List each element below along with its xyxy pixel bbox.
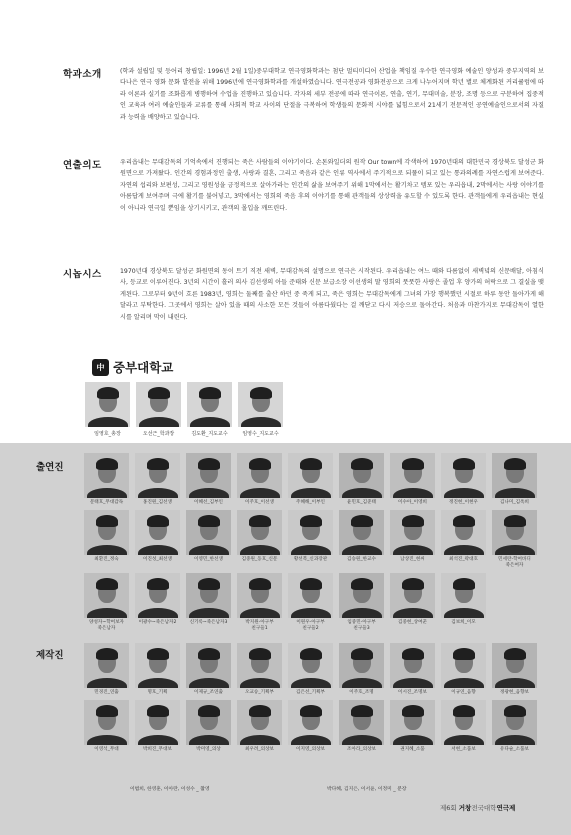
- member-caption: 이제규_조연출: [194, 690, 223, 695]
- member-caption: 최우려_의상보: [245, 747, 274, 752]
- member-photo: [237, 700, 282, 745]
- portrait-hair: [147, 515, 169, 527]
- crew-grid: [84, 643, 537, 753]
- portrait-shoulders: [393, 608, 433, 618]
- member-caption: 최환진_정숙: [94, 557, 119, 562]
- member-card: [186, 643, 231, 696]
- portrait-hair: [147, 458, 169, 470]
- faculty-caption: 오선근_학과장: [142, 431, 175, 437]
- intent-text: 우리읍내는 무대감독의 기억속에서 진행되는 죽은 사람들의 이야기이다. 손톤와일더의 원작 Our town에 각색하여 1970년대의 대한민국 경상북도 달성군 화원면으로 가져왔다. 인간의 경험과정인 출생, 사랑과 결혼, 그리고 죽음과 같은 인류 역사에서 주기적으로 되풀이 되고 있는 통과의례를 자연스럽게 보여준다. 자연의 섭리와 보편성, 그리고 영원성을 긍정적으로 살아가라는 인간의 삶을 보여주기 위해 1막에서는 활기차고 템포 있는 우리읍내, 2막에서는 사랑 이야기를 아름답게 보여주며 극에 활기를 불어넣고, 3막에서는 영희의 죽음 후의 이야기를 통해 관객들의 상상력을 유도할 수 있도록 한다. 관객들에게 우리읍내는 현실이 아니라 연극일 뿐임을 상기시키고, 관객의 몰입을 깨뜨린다.: [120, 159, 544, 212]
- member-photo: [288, 573, 333, 618]
- member-caption: 김승원_한교수: [347, 557, 376, 562]
- member-caption: 정진현_이현우: [449, 500, 478, 505]
- portrait-shoulders: [495, 488, 535, 498]
- portrait-shoulders: [342, 678, 382, 688]
- member-caption: 이혜선_김부인: [194, 500, 223, 505]
- portrait-hair: [351, 705, 373, 717]
- faculty-member: [187, 382, 232, 437]
- portrait-hair: [402, 515, 424, 527]
- portrait-shoulders: [240, 735, 280, 745]
- intent-label: 연출의도: [63, 160, 102, 171]
- member-photo: [135, 700, 180, 745]
- member-card: [237, 453, 282, 506]
- synopsis-section: [0, 266, 571, 346]
- faculty-member: [238, 382, 283, 437]
- portrait-shoulders: [393, 545, 433, 555]
- portrait-hair: [198, 578, 220, 590]
- intro-section: [0, 66, 571, 146]
- member-caption: 이진성_최선생: [143, 557, 172, 562]
- portrait-hair: [97, 387, 119, 399]
- member-photo: [441, 700, 486, 745]
- member-photo: [492, 643, 537, 688]
- member-card: [390, 700, 435, 753]
- member-card: [390, 573, 435, 632]
- member-card: [84, 510, 129, 569]
- member-card: [492, 453, 537, 506]
- member-card: [186, 700, 231, 753]
- member-photo: [492, 510, 537, 555]
- footer-strong2: 연극제: [496, 804, 516, 812]
- member-photo: [84, 510, 129, 555]
- faculty-caption: 임영수_지도교수: [242, 431, 279, 437]
- portrait-shoulders: [444, 735, 484, 745]
- member-card: [288, 510, 333, 569]
- member-caption: 김은선_기획부: [296, 690, 325, 695]
- member-caption: 임중민-아구부 친구들3: [347, 620, 376, 631]
- portrait-hair: [504, 515, 526, 527]
- member-caption: 정광현_음향보: [500, 690, 529, 695]
- member-caption: 이원우-아구부 친구들2: [296, 620, 325, 631]
- intro-label: 학과소개: [63, 69, 102, 80]
- member-photo: [339, 510, 384, 555]
- member-card: [441, 643, 486, 696]
- portrait-shoulders: [342, 545, 382, 555]
- portrait-hair: [402, 705, 424, 717]
- member-photo: [237, 510, 282, 555]
- portrait-hair: [198, 648, 220, 660]
- portrait-shoulders: [189, 678, 229, 688]
- faculty-photo: [136, 382, 181, 427]
- portrait-shoulders: [495, 678, 535, 688]
- portrait-hair: [96, 578, 118, 590]
- member-photo: [288, 643, 333, 688]
- synopsis-label: 시놉시스: [63, 269, 102, 280]
- member-card: [135, 453, 180, 506]
- member-photo: [390, 510, 435, 555]
- portrait-hair: [198, 458, 220, 470]
- portrait-shoulders: [495, 545, 535, 555]
- member-card: [84, 573, 129, 632]
- member-card: [288, 453, 333, 506]
- member-photo: [390, 573, 435, 618]
- member-card: [84, 453, 129, 506]
- member-photo: [339, 573, 384, 618]
- member-caption: 김보희_이모: [451, 620, 476, 625]
- member-card: [390, 510, 435, 569]
- portrait-hair: [453, 705, 475, 717]
- portrait-shoulders: [87, 488, 127, 498]
- faculty-photo: [85, 382, 130, 427]
- footer-strong1: 거창: [458, 804, 472, 812]
- portrait-hair: [300, 648, 322, 660]
- member-card: [441, 573, 486, 632]
- member-card: [390, 643, 435, 696]
- member-photo: [84, 453, 129, 498]
- member-card: [237, 573, 282, 632]
- faculty-row: [85, 382, 283, 437]
- member-card: [135, 700, 180, 753]
- member-photo: [84, 700, 129, 745]
- member-photo: [339, 700, 384, 745]
- member-caption: 윤민호_김준태: [347, 500, 376, 505]
- portrait-shoulders: [241, 417, 281, 427]
- portrait-hair: [504, 648, 526, 660]
- faculty-photo: [238, 382, 283, 427]
- member-card: [441, 510, 486, 569]
- portrait-hair: [198, 705, 220, 717]
- makeup-credit: 박다혜, 김지은, 이서윤, 이정미 _ 분장: [327, 787, 407, 792]
- portrait-shoulders: [495, 735, 535, 745]
- member-caption: 유다슬_소품보: [500, 747, 529, 752]
- portrait-shoulders: [138, 488, 178, 498]
- member-caption: 김나미_김옥희: [500, 500, 529, 505]
- member-caption: 최석진_곽대호: [449, 557, 478, 562]
- portrait-shoulders: [138, 735, 178, 745]
- member-photo: [441, 510, 486, 555]
- member-photo: [492, 453, 537, 498]
- portrait-shoulders: [189, 488, 229, 498]
- portrait-hair: [402, 458, 424, 470]
- portrait-shoulders: [240, 488, 280, 498]
- portrait-shoulders: [291, 608, 331, 618]
- portrait-hair: [300, 578, 322, 590]
- portrait-shoulders: [291, 678, 331, 688]
- portrait-shoulders: [444, 488, 484, 498]
- member-caption: 민경진_연출: [94, 690, 119, 695]
- member-caption: 박지원-아구부 친구들1: [245, 620, 274, 631]
- member-card: [441, 700, 486, 753]
- member-photo: [441, 643, 486, 688]
- portrait-shoulders: [444, 608, 484, 618]
- portrait-hair: [351, 648, 373, 660]
- member-photo: [339, 453, 384, 498]
- portrait-hair: [453, 515, 475, 527]
- member-photo: [492, 700, 537, 745]
- member-photo: [135, 510, 180, 555]
- member-caption: 박미영_의상: [196, 747, 221, 752]
- member-caption: 문태호_무대감독: [89, 500, 124, 505]
- intent-section: [0, 157, 571, 257]
- member-card: [135, 510, 180, 569]
- member-photo: [186, 573, 231, 618]
- portrait-hair: [300, 458, 322, 470]
- member-photo: [186, 510, 231, 555]
- school-header: [92, 357, 173, 377]
- member-photo: [390, 453, 435, 498]
- portrait-shoulders: [189, 545, 229, 555]
- member-photo: [186, 700, 231, 745]
- intro-text: (학과 설립일 및 등어리 창립일: 1996년 2월 1일)중부대학교 연극영화학과는 첨단 멀티미디어 산업을 책임질 우수한 연극영화 예술인 양성과 중부지역의 보다나은 연극 영화 문화 발전을 위해 1996년에 연극영화학과를 개설하였습니다. 연극전공과 영화전공으로 크게 나누어지며 학년 별로 체계화된 커리큘럼에 따라 이론과 실기를 조화롭게 병행하여 수업을 진행하고 있습니다. 각자의 세부 전공에 따라 연극이론, 연출, 연기, 무대미술, 분장, 조명 등으로 구분하여 집중적인 교육과 여러 예술인들과 교류를 통해 사회적 학교 사이의 단절을 극복하여 학생들의 문화적 시야를 넓힘으로서 21세기 전문적인 공연예술인으로서의 자질과 능력을 배양하고 있습니다.: [120, 68, 544, 121]
- faculty-caption: 임영호_총장: [94, 431, 121, 437]
- member-caption: 이규연_음향: [451, 690, 476, 695]
- member-photo: [135, 573, 180, 618]
- member-caption: 신기록~죽은남자3: [189, 620, 228, 625]
- member-photo: [288, 700, 333, 745]
- member-card: [339, 573, 384, 632]
- portrait-hair: [96, 648, 118, 660]
- member-caption: 남상진_현씨: [400, 557, 425, 562]
- member-card: [237, 700, 282, 753]
- portrait-hair: [147, 578, 169, 590]
- portrait-shoulders: [240, 678, 280, 688]
- member-caption: 이주호_이선생: [245, 500, 274, 505]
- portrait-shoulders: [138, 678, 178, 688]
- member-card: [84, 643, 129, 696]
- member-caption: 박희진_무대보: [143, 747, 172, 752]
- faculty-member: [136, 382, 181, 437]
- member-caption: 홍진원_김선생: [143, 500, 172, 505]
- member-photo: [288, 453, 333, 498]
- member-card: [339, 510, 384, 569]
- portrait-shoulders: [393, 488, 433, 498]
- portrait-hair: [249, 578, 271, 590]
- member-photo: [186, 643, 231, 688]
- member-photo: [288, 510, 333, 555]
- member-card: [390, 453, 435, 506]
- portrait-shoulders: [87, 545, 127, 555]
- member-photo: [237, 453, 282, 498]
- member-card: [492, 643, 537, 696]
- member-card: [135, 573, 180, 632]
- member-photo: [237, 643, 282, 688]
- member-card: [441, 453, 486, 506]
- portrait-shoulders: [138, 608, 178, 618]
- portrait-hair: [453, 648, 475, 660]
- member-card: [186, 453, 231, 506]
- portrait-hair: [402, 648, 424, 660]
- portrait-shoulders: [87, 608, 127, 618]
- portrait-shoulders: [87, 678, 127, 688]
- member-caption: 명호_기획: [147, 690, 168, 695]
- member-caption: 이시진_조명보: [398, 690, 427, 695]
- portrait-hair: [351, 515, 373, 527]
- portrait-shoulders: [88, 417, 128, 427]
- member-caption: 조아라_의상보: [347, 747, 376, 752]
- portrait-hair: [148, 387, 170, 399]
- portrait-hair: [199, 387, 221, 399]
- member-caption: 양성자~학여보자 죽은남자: [89, 620, 124, 631]
- cast-grid: [84, 453, 537, 632]
- portrait-shoulders: [393, 678, 433, 688]
- portrait-hair: [300, 705, 322, 717]
- school-logo-icon: 中: [92, 359, 109, 376]
- portrait-shoulders: [240, 608, 280, 618]
- member-caption: 이광수~죽은남자2: [138, 620, 177, 625]
- member-card: [339, 643, 384, 696]
- portrait-hair: [249, 648, 271, 660]
- portrait-hair: [147, 648, 169, 660]
- portrait-shoulders: [291, 735, 331, 745]
- member-photo: [84, 643, 129, 688]
- member-photo: [237, 573, 282, 618]
- portrait-hair: [147, 705, 169, 717]
- portrait-shoulders: [87, 735, 127, 745]
- member-caption: 이영민_한선생: [194, 557, 223, 562]
- member-caption: 이영석_무대: [94, 747, 119, 752]
- member-photo: [186, 453, 231, 498]
- member-caption: 이수아_이영희: [398, 500, 427, 505]
- member-caption: 서현_소품보: [451, 747, 476, 752]
- member-photo: [441, 573, 486, 618]
- photography-credit: 이범희, 한영훈, 이아란, 이성수 _ 촬영: [130, 787, 210, 792]
- portrait-shoulders: [444, 678, 484, 688]
- member-card: [237, 510, 282, 569]
- member-card: [186, 573, 231, 632]
- portrait-hair: [402, 578, 424, 590]
- cast-label: 출연진: [36, 462, 64, 473]
- member-photo: [84, 573, 129, 618]
- member-caption: 주혜해_이부인: [296, 500, 325, 505]
- member-card: [237, 643, 282, 696]
- school-name: 중부대학교: [113, 360, 174, 375]
- portrait-hair: [453, 458, 475, 470]
- portrait-hair: [300, 515, 322, 527]
- portrait-shoulders: [291, 545, 331, 555]
- member-card: [339, 453, 384, 506]
- member-card: [135, 643, 180, 696]
- member-photo: [390, 643, 435, 688]
- member-photo: [135, 643, 180, 688]
- portrait-shoulders: [291, 488, 331, 498]
- member-caption: 김중원_동호_신문: [241, 557, 278, 562]
- member-photo: [339, 643, 384, 688]
- portrait-hair: [249, 515, 271, 527]
- portrait-hair: [249, 458, 271, 470]
- portrait-shoulders: [138, 545, 178, 555]
- member-caption: 김중현_상여꾼: [398, 620, 427, 625]
- portrait-shoulders: [190, 417, 230, 427]
- portrait-hair: [249, 705, 271, 717]
- faculty-member: [85, 382, 130, 437]
- footer-middle: 전국대학: [471, 804, 497, 812]
- portrait-shoulders: [444, 545, 484, 555]
- portrait-hair: [351, 578, 373, 590]
- faculty-caption: 김도환_지도교수: [191, 431, 228, 437]
- portrait-shoulders: [189, 608, 229, 618]
- crew-label: 제작진: [36, 650, 64, 661]
- portrait-shoulders: [189, 735, 229, 745]
- member-caption: 이주호_조명: [349, 690, 374, 695]
- portrait-hair: [504, 458, 526, 470]
- member-card: [288, 573, 333, 632]
- member-caption: 황선복_신과장관: [293, 557, 328, 562]
- portrait-shoulders: [342, 608, 382, 618]
- faculty-photo: [187, 382, 232, 427]
- member-photo: [441, 453, 486, 498]
- portrait-hair: [453, 578, 475, 590]
- page-footer: [440, 803, 515, 812]
- portrait-hair: [198, 515, 220, 527]
- synopsis-text: 1970년대 경상북도 달성군 화원면의 동이 트기 직전 새벽, 무대감독의 설명으로 연극은 시작된다. 우리읍내는 여느 때와 다름없이 새벽녘의 신문배달, 아침식사, 등교로 이루어진다. 3년의 시간이 흘러 의사 김선생의 아들 준태와 신문 보급소장 이선생의 딸 영희의 풋풋한 사랑은 졸업 후 양가의 허락으로 그 결실을 맺게된다. 그로부터 9년이 흐른 1983년, 영희는 둘째를 출산 하던 중 죽게 되고, 죽은 영희는 무대감독에게 그녀의 가장 행복했던 시절로 하루 동안 돌아가게 해달라고 부탁한다. 그곳에서 영희는 살아 있을 때의 사소한 모든 것들이 아름다웠다는 걸 깨닫고 다시 저승으로 돌아간다. 처음과 마찬가지로 무대감독이 열한 시를 알리며 막이 내린다.: [120, 268, 544, 321]
- portrait-hair: [351, 458, 373, 470]
- portrait-hair: [96, 515, 118, 527]
- member-card: [492, 700, 537, 753]
- member-card: [288, 643, 333, 696]
- member-card: [492, 510, 537, 569]
- member-caption: 이지영_의상보: [296, 747, 325, 752]
- member-card: [288, 700, 333, 753]
- portrait-shoulders: [393, 735, 433, 745]
- member-caption: 민세란-학여바디 죽은여자: [498, 557, 531, 568]
- portrait-hair: [96, 705, 118, 717]
- portrait-shoulders: [342, 488, 382, 498]
- footer-prefix: 제6회: [440, 804, 459, 812]
- member-photo: [390, 700, 435, 745]
- portrait-hair: [250, 387, 272, 399]
- member-caption: 오교승_기획부: [245, 690, 274, 695]
- member-card: [186, 510, 231, 569]
- member-caption: 권지혜_소품: [400, 747, 425, 752]
- portrait-hair: [504, 705, 526, 717]
- portrait-shoulders: [139, 417, 179, 427]
- member-card: [84, 700, 129, 753]
- member-card: [339, 700, 384, 753]
- member-photo: [135, 453, 180, 498]
- portrait-hair: [96, 458, 118, 470]
- portrait-shoulders: [240, 545, 280, 555]
- portrait-shoulders: [342, 735, 382, 745]
